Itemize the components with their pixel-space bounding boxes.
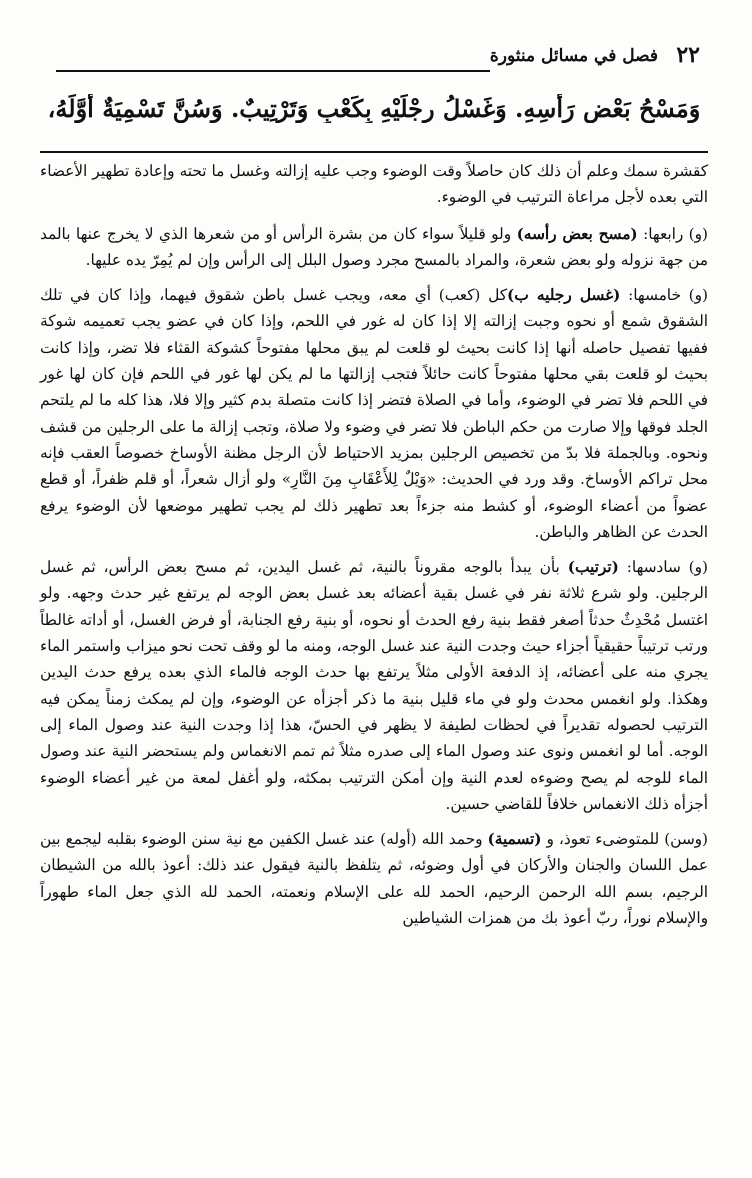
paragraph-keyword: (مسح بعض رأسه): [516, 224, 638, 243]
running-title: فصل في مسائل منثورة: [489, 46, 658, 66]
paragraph-keyword: (غسل رجليه ب): [507, 286, 621, 305]
paragraph: [40, 158, 708, 211]
page-header: [56, 38, 700, 78]
paragraph-text: ولو قليلاً سواء كان من بشرة الرأس أو من شعرها الذي لا يخرج عنها بالمد من جهة نزوله ولو بعض شعرة، والمراد بالمسح مجرد وصول البلل إلى الرأس وإن لم يُمِرّ يده عليها.: [40, 224, 708, 269]
paragraph: [40, 221, 708, 274]
paragraph-lead: (و) خامسها:: [620, 286, 708, 305]
paragraph: [40, 554, 708, 817]
paragraph-text: كقشرة سمك وعلم أن ذلك كان حاصلاً وقت الوضوء وجب عليه إزالته وغسل ما تحته وإعادة تطهير الأعضاء التي بعده لأجل مراعاة الترتيب في الوضوء.: [40, 162, 708, 207]
paragraph-text: كل (كعب) أي معه، ويجب غسل باطن شقوق فيهما، وإذا كان في تلك الشقوق شمع أو نحوه وجبت إزالته إلا إذا كان له غور في اللحم، وإذا كان في عضو يجب تعميمه شوكة ففيها تفصيل حاصله أنها إذا كانت بحيث لو قلعت لم يبق محلها مفتوحاً كشوكة القثاء فلا تضر، وإذا كانت بحيث لو قلعت بقي محلها مفتوحاً كانت حائلاً فتجب إزالتها ما لم يكن لها غور في اللحم فإن كان لها غور في اللحم فلا تضر في الوضوء، وأما في الصلاة فتضر إذا كانت متصلة بدم كثير وإلا فلا، هذا كله ما لم يلتحم الجلد فوقها وإلا صارت من حكم الباطن فلا تضر في وضوء ولا صلاة، وتجب إزالة ما على الرجلين من قشف ونحوه. وبالجملة فلا بدّ من تخصيص الرجلين بمزيد الاحتياط لأن الرجل مظنة الأوساخ خصوصاً العقب فإنه محل تراكم الأوساخ. وقد ورد في الحديث: «وَيْلٌ لِلأَعْقَابِ مِنَ النَّارِ» ولو أزال شعراً، أو قلم ظفراً، أو قطع عضواً من أعضاء الوضوء، أو كشط منه جزءاً بعد تطهير ذلك لم يجب تطهير موضعها لأن الوضوء يرفع الحدث عن الظاهر والباطن.: [40, 286, 708, 541]
paragraph-keyword: (تسمية): [487, 830, 542, 849]
page-number: ٢٢: [676, 42, 700, 68]
commentary-body: [40, 158, 708, 940]
paragraph-keyword: (ترتيب): [567, 558, 619, 577]
paragraph: [40, 282, 708, 545]
header-rule: [56, 70, 490, 72]
paragraph-lead: (وسن) للمتوضىء تعوذ، و: [541, 830, 708, 849]
matn-separator: [40, 151, 708, 153]
paragraph: [40, 826, 708, 931]
matn-text: وَمَسْحُ بَعْضِ رَأْسِهِ. وَغَسْلُ رِجْلَيْهِ بِكَعْبٍ وَتَرْتِيبٌ. وَسُنَّ تَسْمِيَةٌ أَوَّلَهُ،: [47, 94, 701, 123]
paragraph-text: بأن يبدأ بالوجه مقروناً بالنية، ثم غسل اليدين، ثم مسح بعض الرأس، ثم غسل الرجلين. ولو شرع ثلاثة نفر في غسل بقية أعضائه بعد غسل بعض الوجه لم يرتفع غير حدث وجهه. ولو اغتسل مُحْدِثٌ حدثاً أصغر فقط بنية رفع الحدث أو نحوه، أو بنية رفع الجنابة، أو فرض الغسل، أو أداته غالطاً ورتب ترتيباً حقيقياً أجزاء حيث وجدت النية عند غسل الوجه، ومنه ما لو وقف تحت نحو ميزاب واستمر الماء يجري منه على أعضائه، إذ الدفعة الأولى مثلاً يرتفع بها حدث الوجه فالماء الذي بعده يرفع حدث اليدين وهكذا. ولو انغمس محدث ولو في ماء قليل بنية ما ذكر أجزأه عن الوضوء، وإن لم يمكث زمناً يمكن فيه الترتيب لحصوله تقديراً في لحظات لطيفة لا يظهر في الحسّ، هذا إذا وجدت النية عند وصول الماء إلى الوجه. أما لو انغمس ونوى عند وصول الماء إلى صدره مثلاً ثم تمم الانغماس ولم يستحضر النية عند وصول الماء للوجه لم يصح وضوءه لعدم النية وإن أمكن الترتيب بمكثه، ولو أغفل لمعة من غير أعضاء الوضوء أجزأه ذلك الانغماس خلافاً للقاضي حسين.: [40, 558, 708, 813]
paragraph-lead: (و) سادسها:: [618, 558, 708, 577]
paragraph-lead: (و) رابعها:: [637, 224, 708, 243]
paragraph-text: وحمد الله (أوله) عند غسل الكفين مع نية سنن الوضوء بقلبه ليجمع بين عمل اللسان والجنان والأركان في أول وضوئه، ثم يتلفظ بالنية فيقول عند ذلك: أعوذ بالله من الشيطان الرجيم، بسم الله الرحمن الرحيم، الحمد لله على الإسلام ونعمته، الحمد لله الذي جعل الماء طهوراً والإسلام نوراً، ربّ أعوذ بك من همزات الشياطين: [40, 830, 708, 928]
